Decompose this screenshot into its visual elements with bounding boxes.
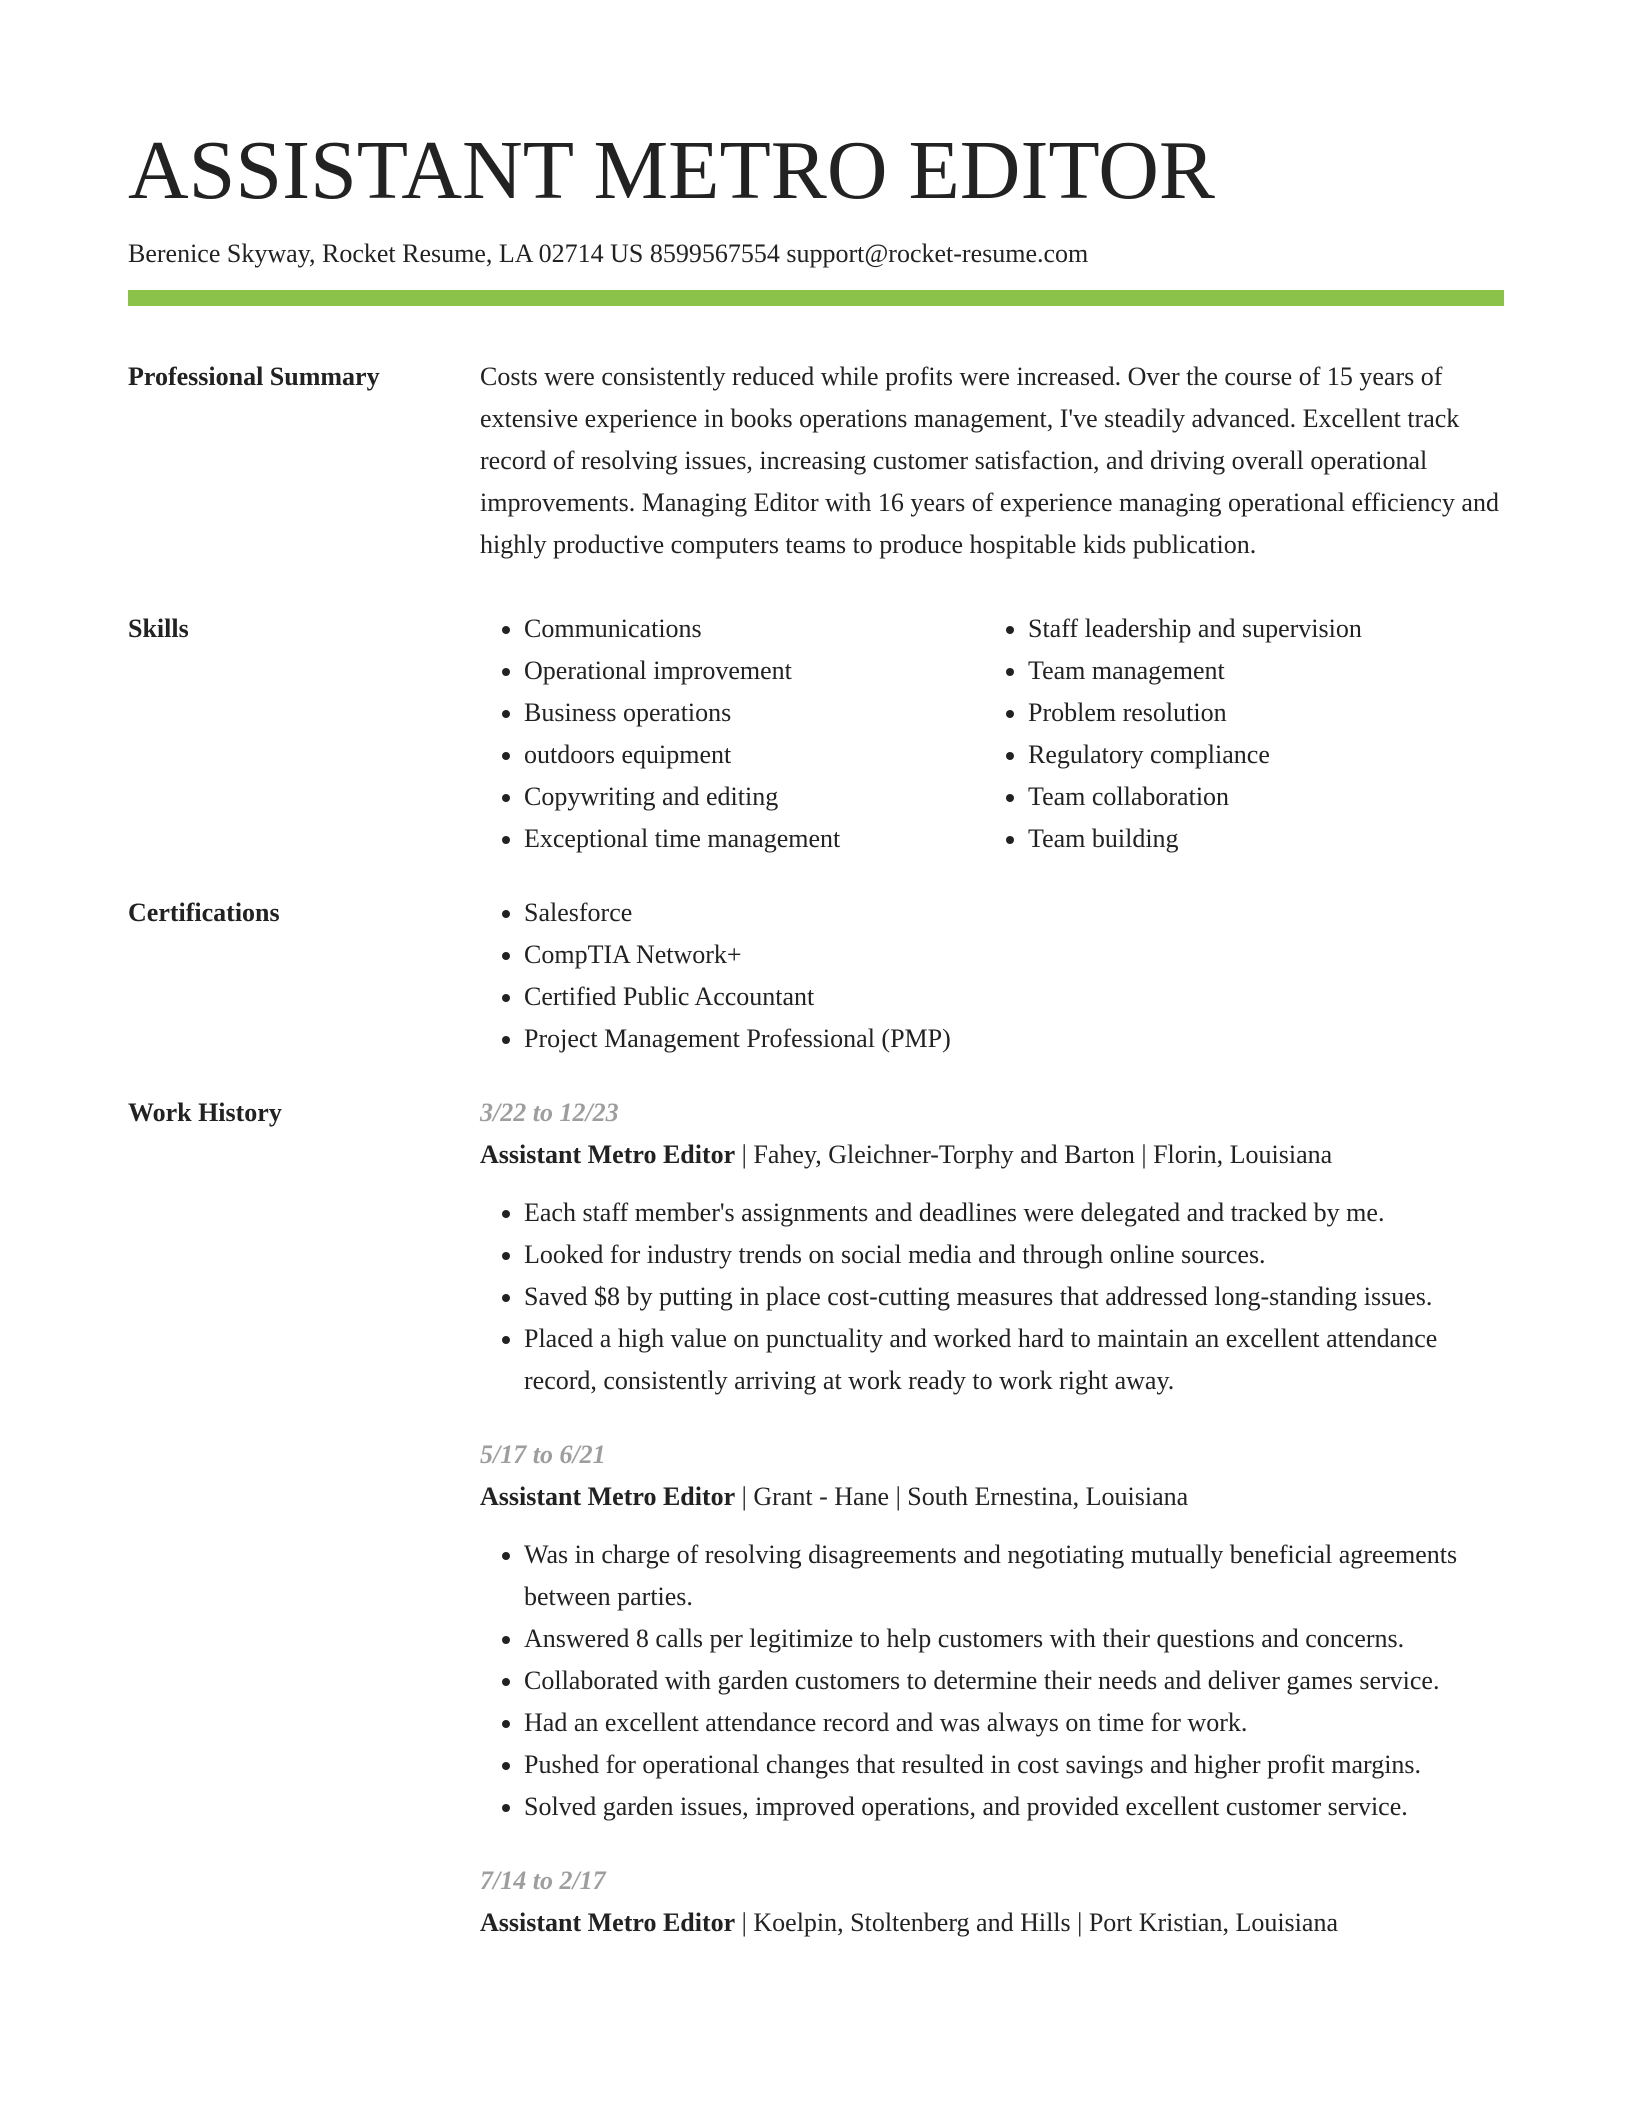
contact-line: Berenice Skyway, Rocket Resume, LA 02714 US 8599567554 support@rocket-resume.com xyxy=(128,239,1089,268)
job-title: Assistant Metro Editor xyxy=(480,1482,736,1511)
skills-body xyxy=(480,608,1504,860)
work-history-label: Work History xyxy=(128,1098,282,1127)
skills-list-right xyxy=(984,608,1548,860)
certification-item: • CompTIA Network+ xyxy=(524,934,1504,976)
skill-item: • outdoors equipment xyxy=(524,734,984,776)
skill-item: • Problem resolution xyxy=(1028,692,1548,734)
job-dates: 5/17 to 6/21 xyxy=(480,1440,606,1469)
skill-item: • Copywriting and editing xyxy=(524,776,984,818)
skills-label: Skills xyxy=(128,614,189,643)
skill-item: • Team collaboration xyxy=(1028,776,1548,818)
job-bullet: • Placed a high value on punctuality and worked hard to maintain an excellent attendance record, consistently arriving at work ready to work right away. xyxy=(524,1318,1504,1402)
job-bullet: • Each staff member's assignments and deadlines were delegated and tracked by me. xyxy=(524,1192,1504,1234)
certification-item: • Salesforce xyxy=(524,892,1504,934)
job-details: | Fahey, Gleichner-Torphy and Barton | Florin, Louisiana xyxy=(735,1140,1333,1169)
certification-item: • Project Management Professional (PMP) xyxy=(524,1018,1504,1060)
skill-item: • Business operations xyxy=(524,692,984,734)
certifications-label: Certifications xyxy=(128,898,280,927)
certifications-section xyxy=(128,892,1504,1060)
summary-body xyxy=(480,356,1504,566)
skill-item: • Communications xyxy=(524,608,984,650)
job-entry xyxy=(480,1092,1504,1402)
job-bullet: • Pushed for operational changes that resulted in cost savings and higher profit margins. xyxy=(524,1744,1504,1786)
job-bullet: • Answered 8 calls per legitimize to help customers with their questions and concerns. xyxy=(524,1618,1504,1660)
summary-label: Professional Summary xyxy=(128,362,380,391)
job-bullet: • Was in charge of resolving disagreements and negotiating mutually beneficial agreements between parties. xyxy=(524,1534,1504,1618)
job-bullet: • Saved $8 by putting in place cost-cutting measures that addressed long-standing issues. xyxy=(524,1276,1504,1318)
job-details: | Grant - Hane | South Ernestina, Louisiana xyxy=(735,1482,1189,1511)
job-entry xyxy=(480,1434,1504,1828)
job-bullet: • Collaborated with garden customers to determine their needs and deliver games service. xyxy=(524,1660,1504,1702)
skill-item: • Exceptional time management xyxy=(524,818,984,860)
summary-text: Costs were consistently reduced while profits were increased. Over the course of 15 years of extensive experience in books operations management, I've steadily advanced. Excellent track record of resolving issues, increasing customer satisfaction, and driving overall operational improvements. Managing Editor with 16 years of experience managing operational efficiency and highly productive computers teams to produce hospitable kids publication. xyxy=(480,362,1499,559)
job-bullet-list xyxy=(480,1192,1504,1402)
work-history-body xyxy=(480,1092,1504,1944)
job-bullet: • Had an excellent attendance record and was always on time for work. xyxy=(524,1702,1504,1744)
resume-page xyxy=(128,0,1504,1944)
skills-section xyxy=(128,608,1504,860)
job-dates: 7/14 to 2/17 xyxy=(480,1866,606,1895)
certifications-list xyxy=(480,892,1504,1060)
job-bullet: • Looked for industry trends on social media and through online sources. xyxy=(524,1234,1504,1276)
skill-item: • Operational improvement xyxy=(524,650,984,692)
certification-item: • Certified Public Accountant xyxy=(524,976,1504,1018)
job-title: Assistant Metro Editor xyxy=(480,1140,736,1169)
job-bullet: • Solved garden issues, improved operations, and provided excellent customer service. xyxy=(524,1786,1504,1828)
summary-section xyxy=(128,356,1504,566)
job-heading xyxy=(480,1902,1504,1944)
accent-divider xyxy=(128,290,1504,306)
skill-item: • Regulatory compliance xyxy=(1028,734,1548,776)
job-dates: 3/22 to 12/23 xyxy=(480,1098,619,1127)
certifications-body xyxy=(480,892,1504,1060)
skill-item: • Team building xyxy=(1028,818,1548,860)
work-history-section xyxy=(128,1092,1504,1944)
job-heading xyxy=(480,1476,1504,1518)
job-details: | Koelpin, Stoltenberg and Hills | Port Kristian, Louisiana xyxy=(735,1908,1338,1937)
job-entry xyxy=(480,1860,1504,1944)
job-bullet-list xyxy=(480,1534,1504,1828)
skill-item: • Team management xyxy=(1028,650,1548,692)
skill-item: • Staff leadership and supervision xyxy=(1028,608,1548,650)
skills-list-left xyxy=(480,608,984,860)
resume-title: ASSISTANT METRO EDITOR xyxy=(128,124,1215,217)
job-heading xyxy=(480,1134,1504,1176)
job-title: Assistant Metro Editor xyxy=(480,1908,736,1937)
